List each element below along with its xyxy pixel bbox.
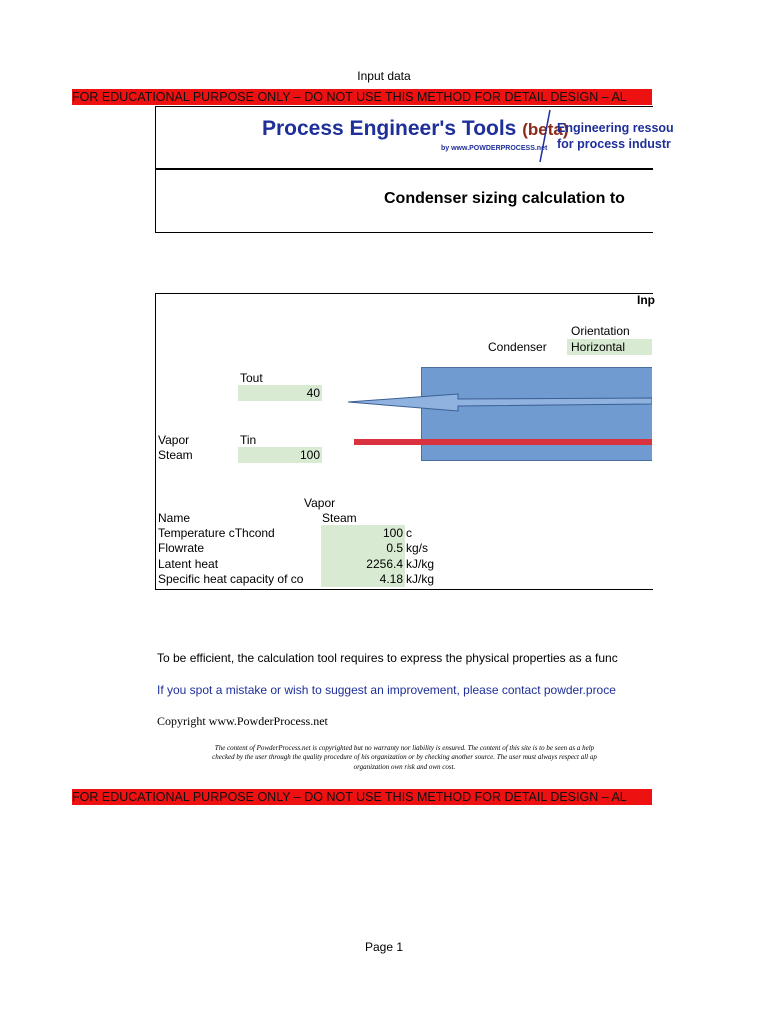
prop-row-label: Flowrate	[158, 541, 205, 555]
tout-input[interactable]: 40	[238, 385, 322, 401]
prop-row-unit: kJ/kg	[406, 557, 435, 571]
prop-row-unit: kJ/kg	[406, 572, 435, 586]
warning-banner-top: FOR EDUCATIONAL PURPOSE ONLY – DO NOT USE THIS METHOD FOR DETAIL DESIGN – AL	[72, 89, 652, 105]
steam-label: Steam	[158, 448, 193, 462]
logo-beta: (beta)	[522, 120, 569, 139]
logo-title: Process Engineer's Tools (beta)	[262, 117, 569, 140]
outlet-arrow	[348, 394, 652, 411]
prop-row-value[interactable]: 4.18	[321, 571, 405, 587]
logo-slash-icon	[536, 108, 556, 164]
prop-row-value[interactable]: 2256.4	[321, 556, 405, 572]
orientation-value[interactable]: Horizontal	[567, 339, 652, 355]
disclaimer-line-2: checked by the user through the quality procedure of his organization or by checking another source. The user must always respect all ap	[212, 753, 597, 761]
properties-col-header-2: Steam	[322, 511, 357, 525]
logo-tagline-line1: Engineering ressou	[557, 121, 674, 135]
properties-name-label: Name	[158, 511, 191, 525]
input-section-heading: Inp	[637, 293, 655, 307]
calc-title: Condenser sizing calculation to	[384, 190, 625, 207]
sheet-title: Input data	[357, 69, 411, 83]
contact-note: If you spot a mistake or wish to suggest an improvement, please contact powder.proce	[157, 683, 616, 697]
prop-row-label: Specific heat capacity of co	[158, 572, 304, 586]
copyright-note: Copyright www.PowderProcess.net	[157, 714, 328, 728]
prop-row-label: Temperature cThcond	[158, 526, 275, 540]
logo-tagline-line2: for process industr	[557, 137, 671, 151]
prop-row-unit: c	[406, 526, 412, 540]
vapor-label: Vapor	[158, 433, 190, 447]
prop-row-value[interactable]: 0.5	[321, 540, 405, 556]
warning-banner-bottom: FOR EDUCATIONAL PURPOSE ONLY – DO NOT USE THIS METHOD FOR DETAIL DESIGN – AL	[72, 789, 652, 805]
prop-row-unit: kg/s	[406, 541, 429, 555]
page-number: Page 1	[364, 940, 404, 954]
prop-row-value[interactable]: 100	[321, 525, 405, 541]
orientation-label: Orientation	[571, 324, 630, 338]
condenser-flow-diagram	[340, 385, 652, 455]
disclaimer-line-3: organization own risk and own cost.	[353, 763, 456, 771]
tin-input[interactable]: 100	[238, 447, 322, 463]
properties-col-header-1: Vapor	[304, 496, 336, 510]
inlet-tube	[354, 439, 652, 445]
logo-tagline	[557, 120, 674, 152]
tout-label: Tout	[240, 371, 263, 385]
condenser-label: Condenser	[488, 340, 547, 354]
tin-label: Tin	[240, 433, 257, 447]
logo-byline: by www.POWDERPROCESS.net	[441, 145, 548, 152]
disclaimer-line-1: The content of PowderProcess.net is copyrighted but no warranty nor liability is ensured. The content of this site is to be seen as a help	[214, 744, 595, 752]
efficiency-note: To be efficient, the calculation tool requires to express the physical properties as a func	[157, 651, 618, 665]
prop-row-label: Latent heat	[158, 557, 219, 571]
